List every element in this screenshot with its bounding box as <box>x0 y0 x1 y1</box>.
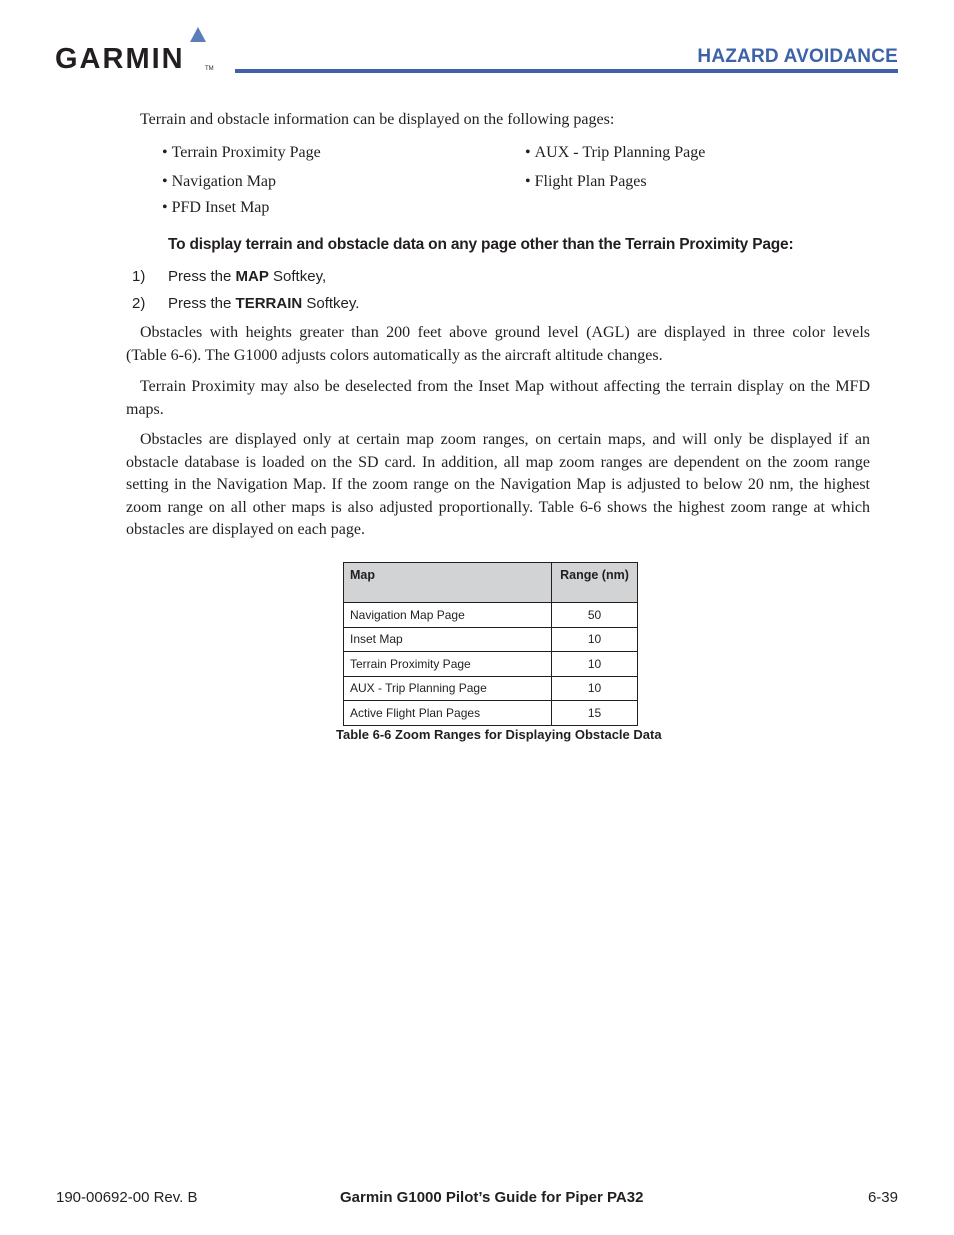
logo-triangle-icon <box>190 27 206 42</box>
logo-text: GARMIN <box>55 43 185 75</box>
table-row <box>344 676 638 701</box>
range-cell: 10 <box>552 627 638 652</box>
range-cell: 10 <box>552 676 638 701</box>
table-row <box>344 627 638 652</box>
procedure-step <box>132 268 432 288</box>
step-text: Press the TERRAIN Softkey. <box>168 295 360 312</box>
garmin-logo <box>55 27 220 75</box>
list-item: • PFD Inset Map <box>162 199 269 217</box>
procedure-step <box>132 295 432 315</box>
map-cell: AUX - Trip Planning Page <box>344 676 552 701</box>
zoom-range-table <box>343 562 638 726</box>
softkey-name: MAP <box>235 268 269 285</box>
procedure-heading: To display terrain and obstacle data on any page other than the Terrain Proximity Page: <box>168 236 794 253</box>
paragraph: Obstacles with heights greater than 200 feet above ground level (AGL) are displayed in three color levels (Table 6-6). The G1000 adjusts colors automatically as the aircraft altitude changes. <box>126 324 870 364</box>
map-cell: Active Flight Plan Pages <box>344 701 552 726</box>
step-text: Press the MAP Softkey, <box>168 268 327 285</box>
table-row <box>344 652 638 677</box>
step-number: 2) <box>132 295 146 312</box>
table-row <box>344 701 638 726</box>
range-cell: 15 <box>552 701 638 726</box>
list-item: • Terrain Proximity Page <box>162 144 321 162</box>
step-number: 1) <box>132 268 146 285</box>
column-header-map: Map <box>344 563 552 603</box>
softkey-name: TERRAIN <box>235 295 303 312</box>
footer-doc-number: 190-00692-00 Rev. B <box>56 1189 198 1206</box>
list-item: • Navigation Map <box>162 173 276 191</box>
table-header-row <box>344 563 638 603</box>
table-caption: Table 6-6 Zoom Ranges for Displaying Obstacle Data <box>336 727 662 742</box>
list-item: • AUX - Trip Planning Page <box>525 144 705 162</box>
footer-title: Garmin G1000 Pilot’s Guide for Piper PA32 <box>340 1189 644 1206</box>
list-item: • Flight Plan Pages <box>525 173 647 191</box>
map-cell: Terrain Proximity Page <box>344 652 552 677</box>
range-cell: 10 <box>552 652 638 677</box>
map-cell: Inset Map <box>344 627 552 652</box>
paragraph: Obstacles are displayed only at certain map zoom ranges, on certain maps, and will only be displayed if an obstacle database is loaded on the SD card. In addition, all map zoom ranges are dependent on the zoom range setting in the Navigation Map. If the zoom range on the Navigation Map is adjusted to below 20 nm, the highest zoom range on all other maps is also adjusted proportionally. Table 6-6 shows the highest zoom range at which obstacles are displayed on each page. <box>126 431 870 538</box>
paragraph: Terrain Proximity may also be deselected from the Inset Map without affecting the terrain display on the MFD maps. <box>126 378 870 418</box>
header-rule <box>235 69 898 73</box>
page-number: 6-39 <box>867 1189 898 1206</box>
range-cell: 50 <box>552 603 638 628</box>
column-header-range: Range (nm) <box>552 563 638 603</box>
section-title: HAZARD AVOIDANCE <box>697 46 898 67</box>
logo-trademark: TM <box>205 66 214 72</box>
intro-text: Terrain and obstacle information can be displayed on the following pages: <box>140 111 615 128</box>
table-row <box>344 603 638 628</box>
map-cell: Navigation Map Page <box>344 603 552 628</box>
